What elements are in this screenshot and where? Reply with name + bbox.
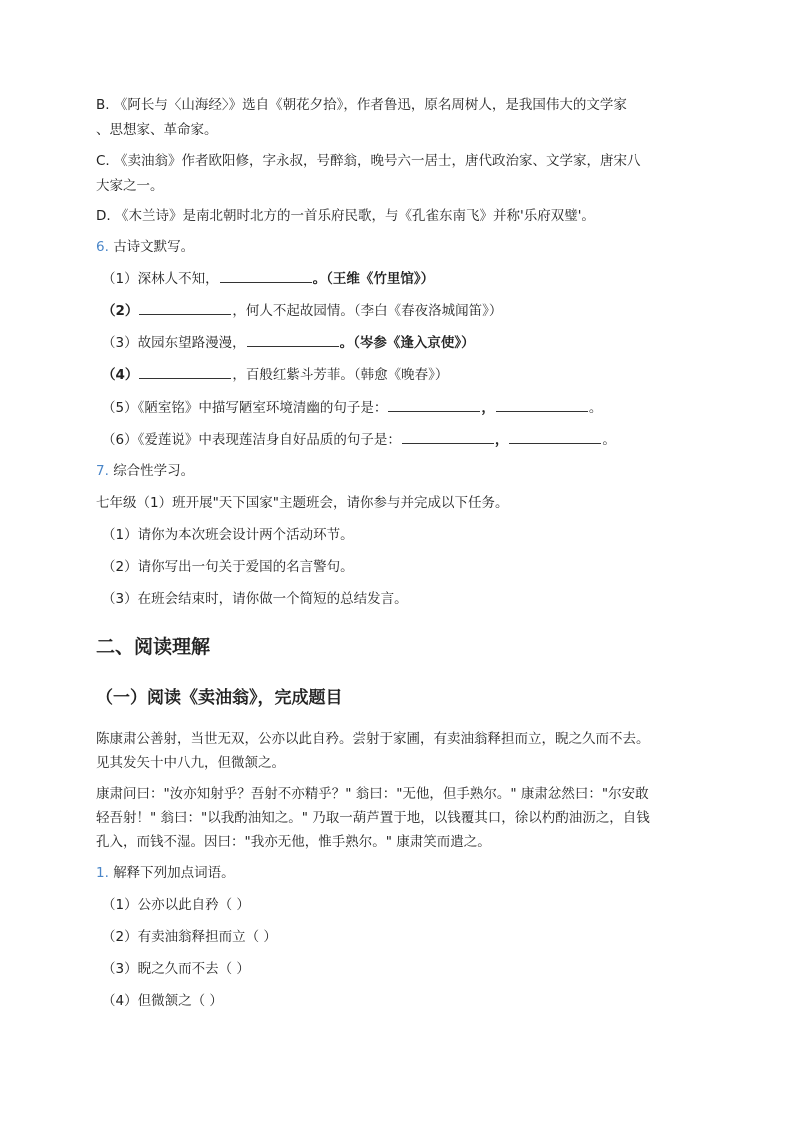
answer-blank[interactable] [247,333,339,347]
item-text: （3）故园东望路漫漫， [102,335,246,351]
item-sep: ， [494,432,509,448]
answer-blank[interactable] [388,398,480,412]
question-6-number: 6. [96,239,109,255]
reading-question-1-item-1: （1）公亦以此自矜（ ） [102,897,250,913]
question-7-intro: 七年级（1）班开展"天下国家"主题班会，请你参与并完成以下任务。 [96,495,509,511]
question-7-item-1: （1）请你为本次班会设计两个活动环节。 [102,527,354,543]
question-6-item-4 [102,365,448,385]
question-7-item-2: （2）请你写出一句关于爱国的名言警句。 [102,559,354,575]
question-6-item-5 [102,398,602,418]
answer-blank[interactable] [139,301,231,315]
answer-blank[interactable] [402,430,494,444]
reading-question-1-number: 1. [96,865,109,881]
reading-question-1-item-4: （4）但微颔之（ ） [102,993,223,1009]
passage-para2-line2: 轻吾射！" 翁曰："以我酌油知之。" 乃取一葫芦置于地，以钱覆其口，徐以杓酌油沥之，自钱 [96,810,650,826]
option-b-line1: B. 《阿长与〈山海经〉》选自《朝花夕拾》，作者鲁迅，原名周树人，是我国伟大的文学家 [96,97,627,113]
option-c-line1: C. 《卖油翁》作者欧阳修，字永叔，号醉翁，晚号六一居士，唐代政治家、文学家，唐宋八 [96,153,641,169]
reading-question-1-item-2: （2）有卖油翁释担而立（ ） [102,929,277,945]
question-6-title: 古诗文默写。 [113,239,195,255]
answer-blank[interactable] [509,430,601,444]
item-source: ，何人不起故园情。（李白《春夜洛城闻笛》） [232,303,503,319]
passage-para2-line1: 康肃问曰："汝亦知射乎？吾射不亦精乎？" 翁曰："无他，但手熟尔。" 康肃忿然曰："尔安敢 [96,786,649,802]
reading-question-1-item-3: （3）睨之久而不去（ ） [102,961,250,977]
question-7-item-3: （3）在班会结束时，请你做一个简短的总结发言。 [102,591,408,607]
item-source: ，百般红紫斗芳菲。（韩愈《晚春》） [232,367,449,383]
item-text: （5）《陋室铭》中描写陋室环境清幽的句子是： [102,400,388,416]
question-6-header [96,237,194,257]
item-text: （1）深林人不知， [102,271,219,287]
answer-blank[interactable] [496,398,588,412]
question-7-title: 综合性学习。 [113,463,195,479]
passage-para1-line2: 见其发矢十中八九，但微颔之。 [96,755,285,771]
question-6-item-1 [102,269,434,289]
question-7-number: 7. [96,463,109,479]
item-end: 。 [602,432,616,448]
answer-blank[interactable] [139,365,231,379]
question-6-item-2 [102,301,502,321]
item-text: （2） [102,303,139,319]
option-c-line2: 大家之一。 [96,178,164,194]
option-b-line2: 、思想家、革命家。 [96,122,218,138]
reading-question-1-title: 解释下列加点词语。 [113,865,235,881]
item-text: （6）《爱莲说》中表现莲洁身自好品质的句子是： [102,432,401,448]
question-6-item-3 [102,333,475,353]
answer-blank[interactable] [220,269,312,283]
question-6-item-6 [102,430,616,450]
option-d-line1: D. 《木兰诗》是南北朝时北方的一首乐府民歌，与《孔雀东南飞》并称'乐府双璧'。 [96,208,595,224]
question-7-header [96,461,194,481]
item-end: 。 [588,400,603,416]
passage-para2-line3: 孔入，而钱不湿。因曰："我亦无他，惟手熟尔。" 康肃笑而遣之。 [96,834,491,850]
passage-para1-line1: 陈康肃公善射，当世无双，公亦以此自矜。尝射于家圃，有卖油翁释担而立，睨之久而不去。 [96,731,650,747]
item-sep: ， [481,400,495,416]
item-text: （4） [102,367,139,383]
item-source: 。（岑参《逢入京使》） [339,335,475,351]
reading-question-1-header [96,863,235,883]
section-heading: 二、阅读理解 [96,636,211,658]
sub-section-heading: （一）阅读《卖油翁》，完成题目 [96,688,343,708]
item-source: 。（王维《竹里馆》） [312,271,435,287]
